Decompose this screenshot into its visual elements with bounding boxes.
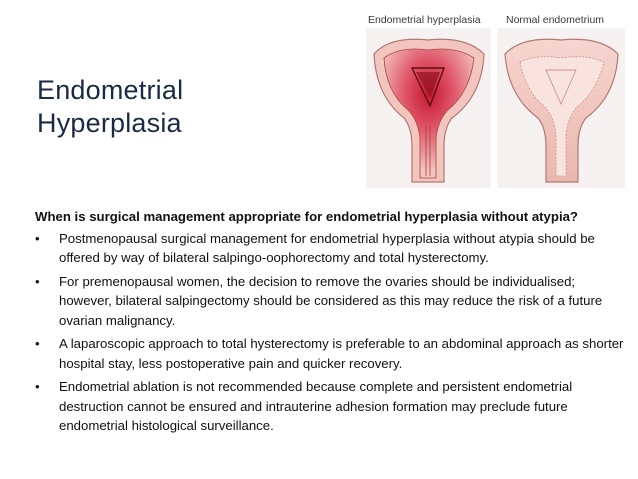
bullet-item [35, 377, 625, 436]
uterus-illustration [360, 6, 630, 192]
title-line-1: Endometrial [37, 75, 184, 105]
figure-label-hyperplasia: Endometrial hyperplasia [368, 14, 481, 26]
bullet-text: Endometrial ablation is not recommended because complete and persistent endometrial destruction cannot be ensured and intrauterine adhesion formation may preclude future endometrial histological surveillance. [59, 379, 573, 433]
slide-body [35, 207, 625, 440]
figure-label-normal: Normal endometrium [506, 14, 605, 26]
bullet-text: Postmenopausal surgical management for endometrial hyperplasia without atypia should be offered by way of bilateral salpingo-oophorectomy and total hysterectomy. [59, 230, 595, 265]
bullet-marker: • [35, 273, 40, 289]
bullet-text: For premenopausal women, the decision to remove the ovaries should be individualised; however, bilateral salpingectomy should be considered as this may reduce the risk of a future ovarian malignancy. [59, 273, 603, 328]
bullet-list [35, 229, 625, 436]
bullet-text: A laparoscopic approach to total hysterectomy is preferable to an abdominal approach as shorter hospital stay, less postoperative pain and quicker recovery. [59, 336, 624, 371]
bullet-marker: • [35, 230, 40, 246]
uterus-comparison-image [360, 6, 630, 192]
title-line-2: Hyperplasia [37, 108, 182, 138]
bullet-item [35, 334, 625, 373]
bullet-marker: • [35, 336, 40, 351]
bullet-item [35, 272, 625, 331]
bullet-marker: • [35, 379, 40, 394]
bullet-item [35, 229, 625, 268]
slide-title [37, 74, 327, 140]
question-heading: When is surgical management appropriate for endometrial hyperplasia without atypia? [35, 209, 578, 224]
